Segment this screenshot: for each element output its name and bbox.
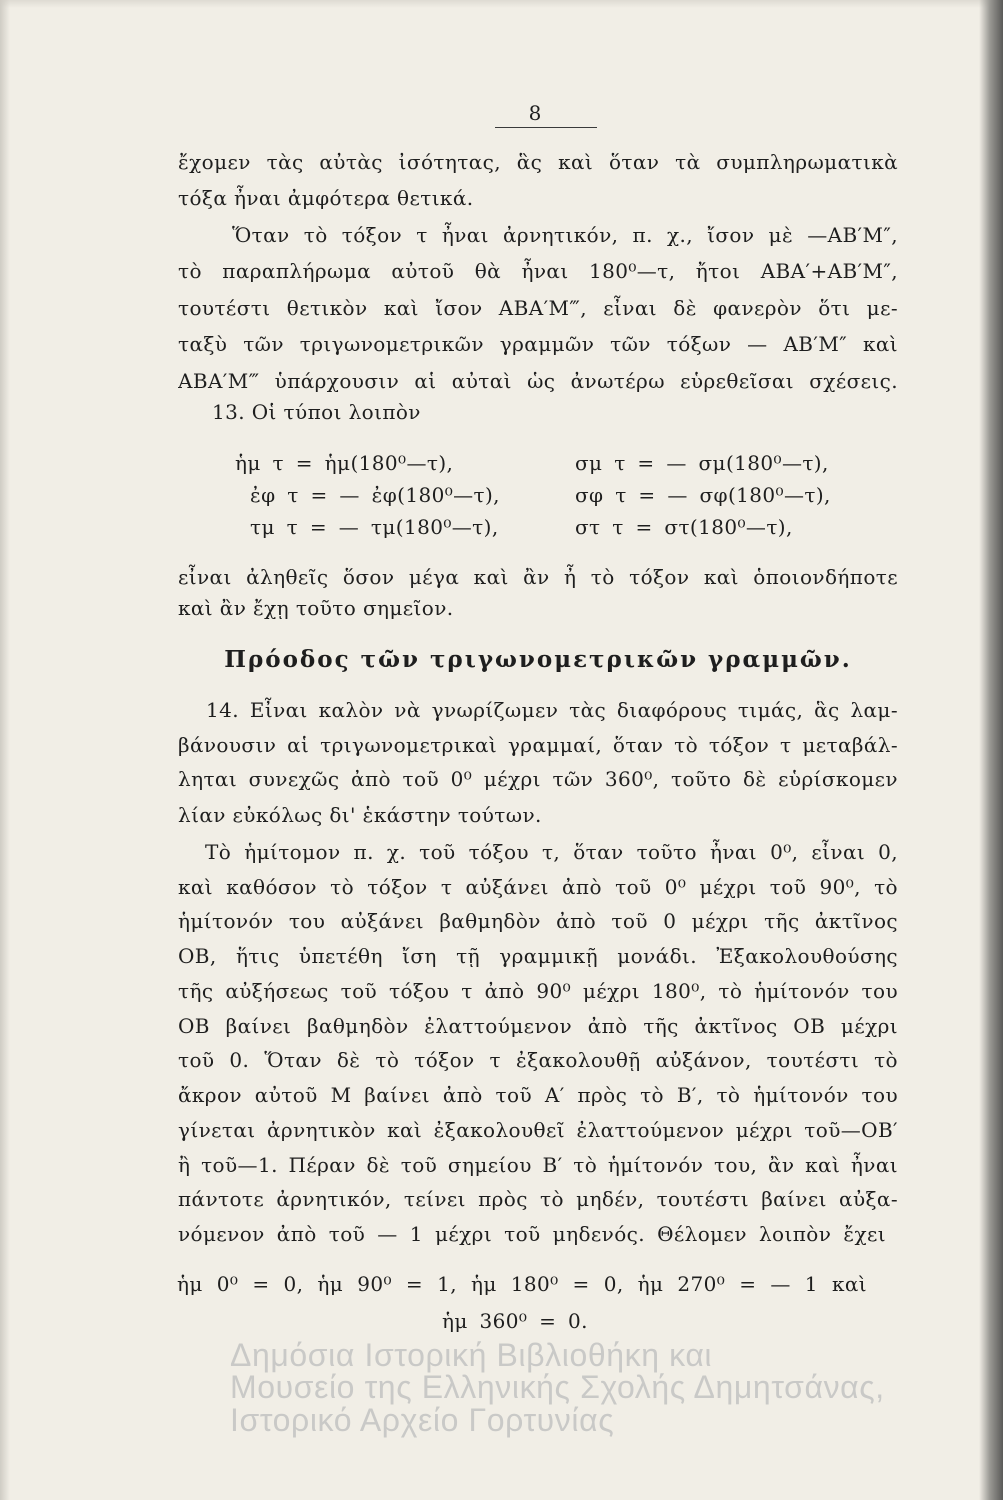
watermark-line: Δημόσια Ιστορική Βιβλιοθήκη και bbox=[230, 1337, 713, 1373]
text-line: ἔχομεν τὰς αὐτὰς ἰσότητας, ἃς καὶ ὅταν τὰ συμπληρωματικὰ bbox=[178, 150, 898, 174]
formula-cosine: σμ τ = — σμ(180⁰—τ), bbox=[575, 451, 829, 475]
text-line: καὶ ἂν ἔχῃ τοῦτο σημεῖον. bbox=[178, 596, 454, 620]
text-line: λίαν εὐκόλως δι' ἑκάστην τούτων. bbox=[178, 803, 542, 827]
text-line: ΟΒ, ἥτις ὑπετέθη ἴση τῇ γραμμικῇ μονάδι. Ἐξακολουθούσης bbox=[178, 944, 898, 968]
text-line: εἶναι ἀληθεῖς ὅσον μέγα καὶ ἂν ἦ τὸ τόξον καὶ ὁποιονδήποτε bbox=[178, 565, 898, 589]
formula-cosecant: στ τ = στ(180⁰—τ), bbox=[575, 515, 793, 539]
text-line: Ὅταν τὸ τόξον τ ἦναι ἀρνητικόν, π. χ., ἴσον μὲ —ΑΒ′Μ″, bbox=[232, 223, 898, 247]
page-number: 8 bbox=[528, 101, 542, 125]
formula-sine: ἡμ τ = ἡμ(180⁰—τ), bbox=[235, 451, 454, 475]
text-line: ληται συνεχῶς ἀπὸ τοῦ 0⁰ μέχρι τῶν 360⁰, τοῦτο δὲ εὑρίσκομεν bbox=[178, 767, 898, 791]
text-line: ταξὺ τῶν τριγωνομετρικῶν γραμμῶν τῶν τόξων — ΑΒ′Μ″ καὶ bbox=[178, 332, 898, 356]
page-number-rule bbox=[495, 127, 597, 128]
text-line: γίνεται ἀρνητικὸν καὶ ἐξακολουθεῖ ἐλαττούμενον μέχρι τοῦ—ΟΒ′ bbox=[178, 1118, 898, 1142]
text-line: ΑΒΑ′Μ‴ ὑπάρχουσιν αἱ αὐταὶ ὡς ἀνωτέρω εὑρεθεῖσαι σχέσεις. bbox=[178, 369, 898, 393]
text-line: 14. Εἶναι καλὸν νὰ γνωρίζωμεν τὰς διαφόρους τιμάς, ἃς λαμ- bbox=[206, 698, 898, 722]
text-line: τόξα ἦναι ἀμφότερα θετικά. bbox=[178, 186, 474, 210]
text-line: ἡμίτονόν του αὐξάνει βαθμηδὸν ἀπὸ τοῦ 0 μέχρι τῆς ἀκτῖνος bbox=[178, 909, 898, 933]
text-line: καὶ καθόσον τὸ τόξον τ αὐξάνει ἀπὸ τοῦ 0⁰ μέχρι τοῦ 90⁰, τὸ bbox=[178, 875, 898, 899]
text-line: νόμενον ἀπὸ τοῦ — 1 μέχρι τοῦ μηδενός. Θέλομεν λοιπὸν ἔχει bbox=[178, 1222, 886, 1246]
watermark-line: Ιστορικό Αρχείο Γορτυνίας bbox=[230, 1402, 615, 1438]
page-right-edge bbox=[979, 0, 1003, 1500]
text-line: ἄκρον αὐτοῦ Μ βαίνει ἀπὸ τοῦ Α′ πρὸς τὸ Β′, τὸ ἡμίτονόν του bbox=[178, 1083, 898, 1107]
formula-tangent: ἐφ τ = — ἐφ(180⁰—τ), bbox=[250, 483, 500, 507]
text-line: πάντοτε ἀρνητικόν, τείνει πρὸς τὸ μηδέν, τουτέστι βαίνει αὐξα- bbox=[178, 1187, 898, 1211]
sine-values-line: ἡμ 360⁰ = 0. bbox=[442, 1309, 588, 1333]
text-line: τῆς αὐξήσεως τοῦ τόξου τ ἀπὸ 90⁰ μέχρι 180⁰, τὸ ἡμίτονόν του bbox=[178, 979, 898, 1003]
watermark-line: Μουσείο της Ελληνικής Σχολής Δημητσάνας, bbox=[230, 1369, 885, 1405]
text-line: ἢ τοῦ—1. Πέραν δὲ τοῦ σημείου Β′ τὸ ἡμίτονόν του, ἂν καὶ ἦναι bbox=[178, 1153, 898, 1177]
text-line: τὸ παραπλήρωμα αὐτοῦ θὰ ἦναι 180⁰—τ, ἤτοι ΑΒΑ′+ΑΒ′Μ″, bbox=[178, 259, 898, 283]
page-left-shadow bbox=[0, 0, 10, 1500]
page-top-shadow bbox=[0, 0, 1003, 8]
paragraph-13-intro: 13. Οἱ τύποι λοιπὸν bbox=[212, 400, 421, 424]
section-heading: Πρόοδος τῶν τριγωνομετρικῶν γραμμῶν. bbox=[224, 646, 852, 673]
sine-values-line: ἡμ 0⁰ = 0, ἡμ 90⁰ = 1, ἡμ 180⁰ = 0, ἡμ 270⁰ = — 1 καὶ bbox=[177, 1272, 867, 1296]
formula-cotangent: σφ τ = — σφ(180⁰—τ), bbox=[575, 483, 831, 507]
text-line: τουτέστι θετικὸν καὶ ἴσον ΑΒΑ′Μ‴, εἶναι δὲ φανερὸν ὅτι με- bbox=[178, 296, 898, 320]
text-line: Τὸ ἡμίτομον π. χ. τοῦ τόξου τ, ὅταν τοῦτο ἦναι 0⁰, εἶναι 0, bbox=[205, 840, 898, 864]
text-line: ΟΒ βαίνει βαθμηδὸν ἐλαττούμενον ἀπὸ τῆς ἀκτῖνος ΟΒ μέχρι bbox=[178, 1014, 898, 1038]
text-line: τοῦ 0. Ὅταν δὲ τὸ τόξον τ ἐξακολουθῇ αὐξάνον, τουτέστι τὸ bbox=[178, 1048, 898, 1072]
formula-secant: τμ τ = — τμ(180⁰—τ), bbox=[250, 515, 499, 539]
text-line: βάνουσιν αἱ τριγωνομετρικαὶ γραμμαί, ὅταν τὸ τόξον τ μεταβάλ- bbox=[178, 733, 898, 757]
